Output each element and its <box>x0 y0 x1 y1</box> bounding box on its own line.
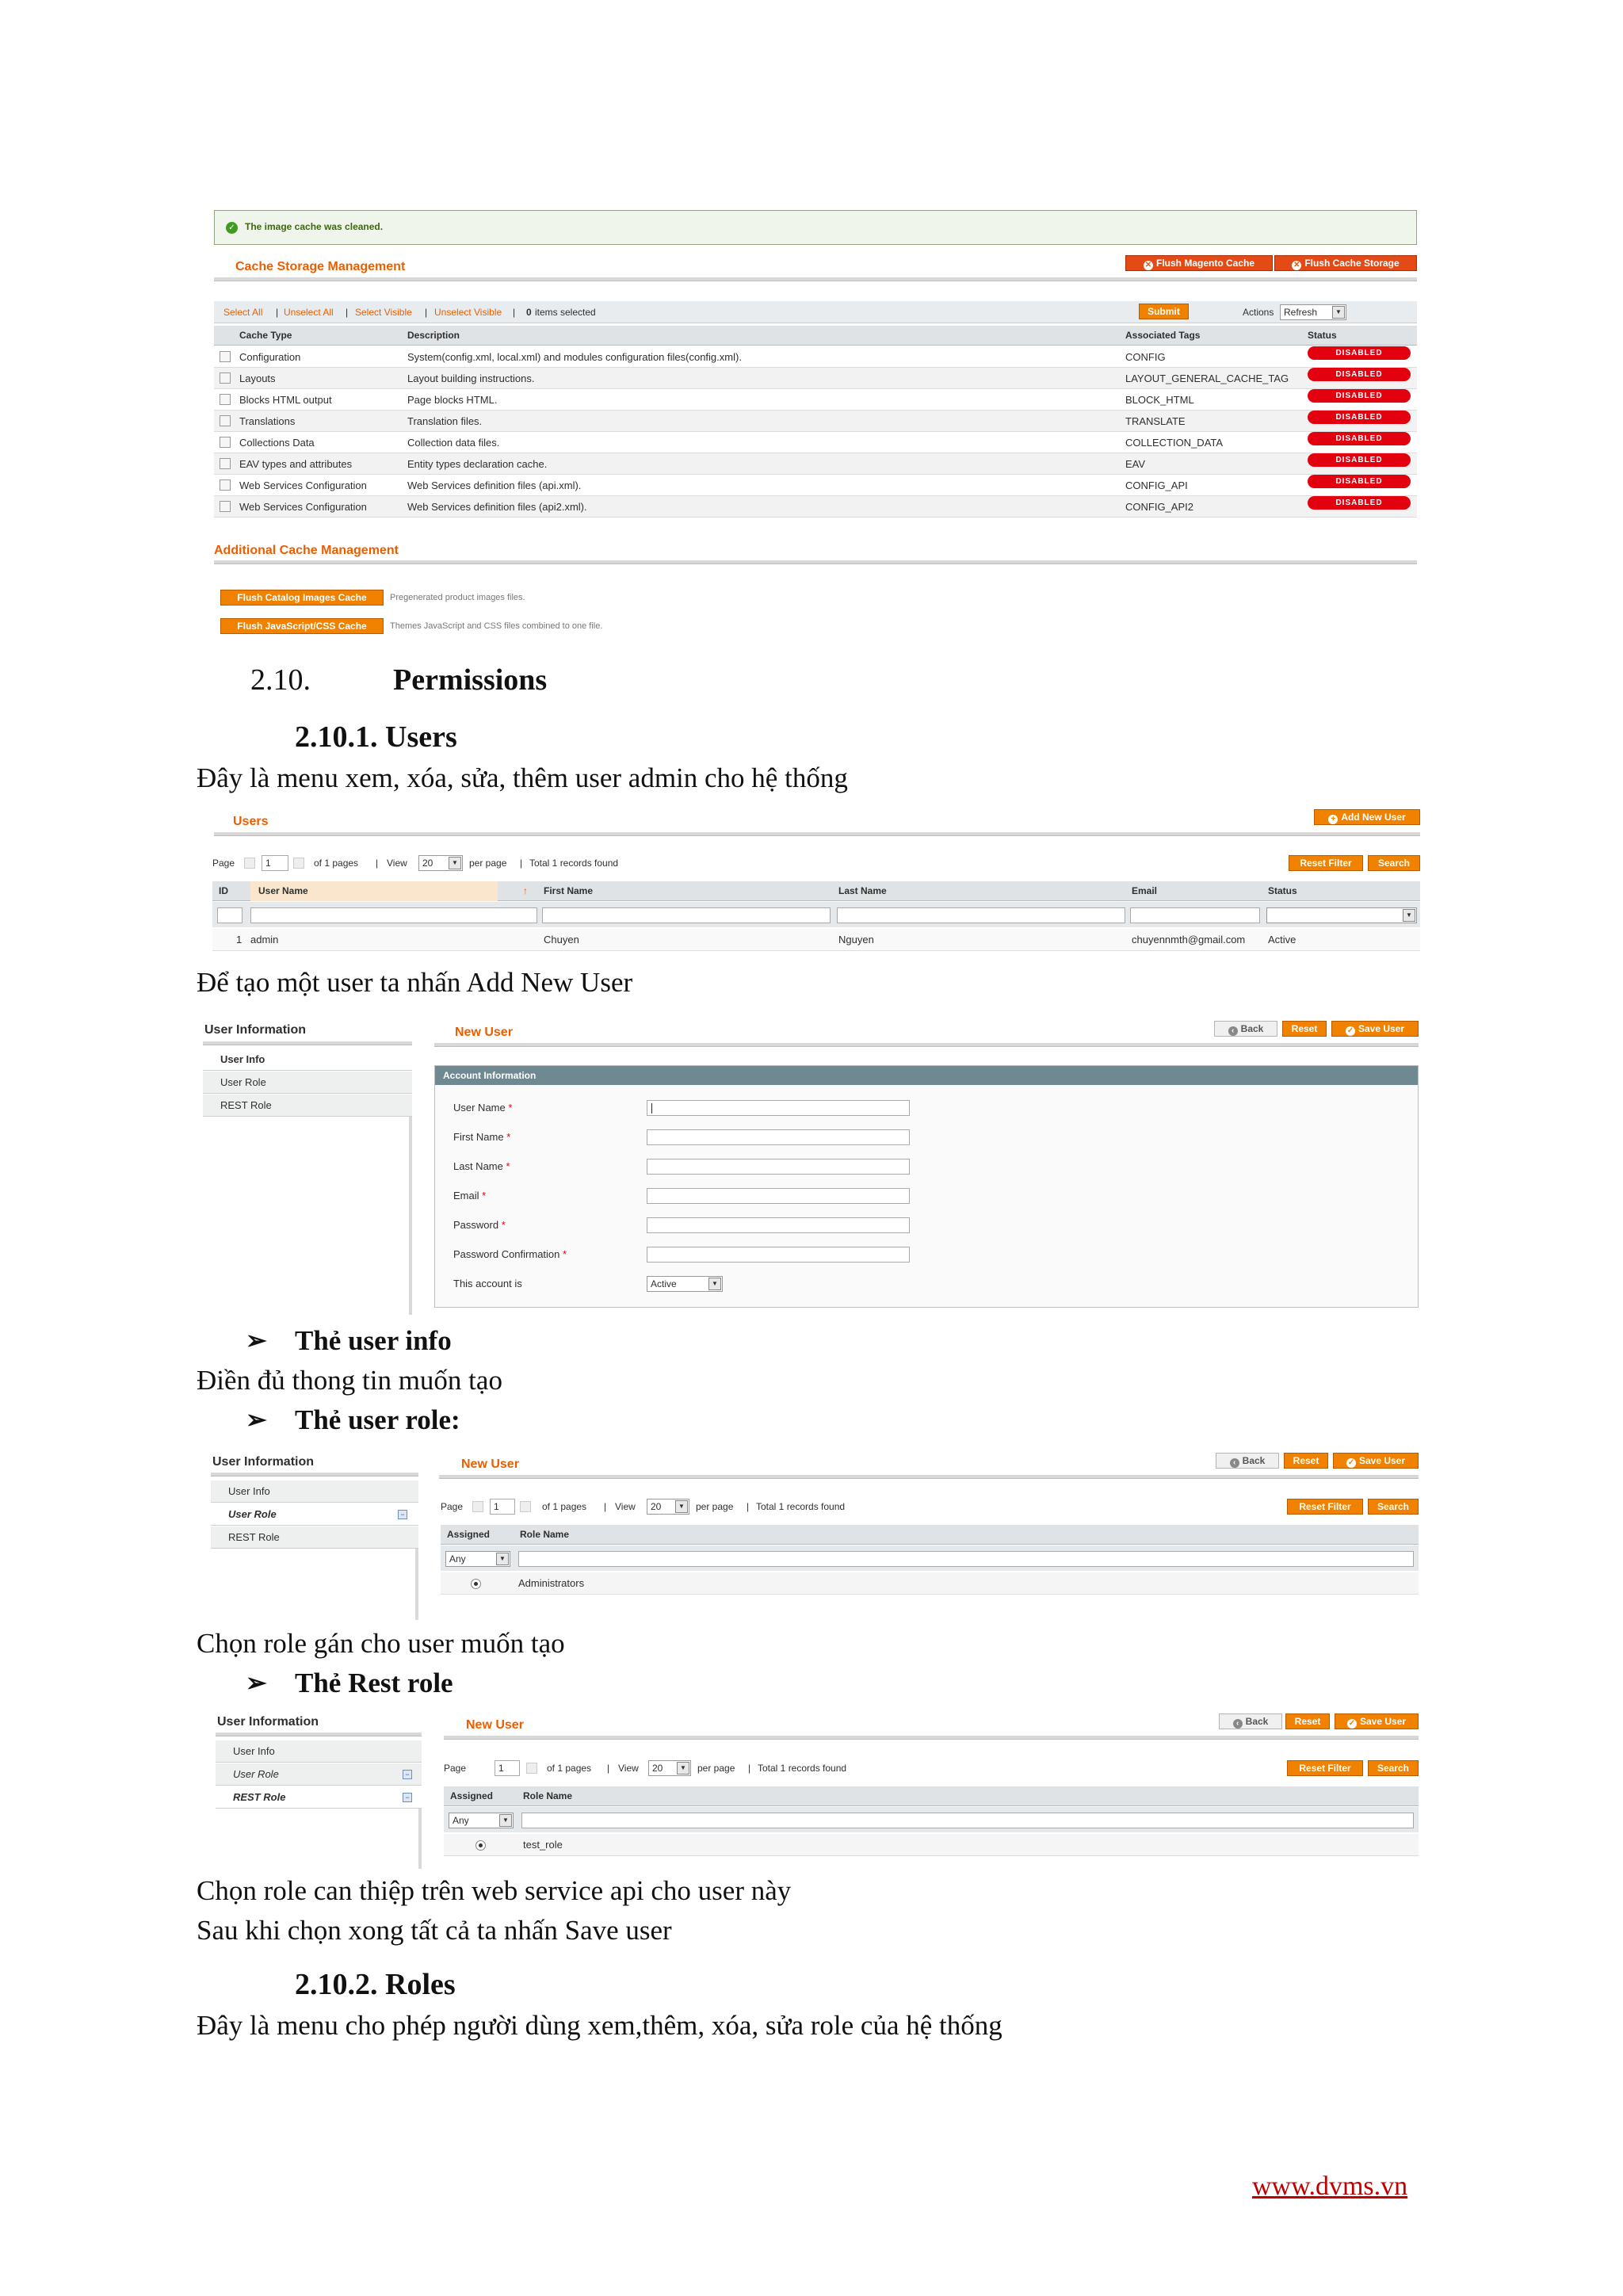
per-page-select[interactable]: 20 ▼ <box>647 1499 689 1515</box>
of-pages: of 1 pages <box>547 1763 592 1774</box>
cell-username: admin <box>250 934 279 946</box>
text-input[interactable] <box>647 1159 910 1175</box>
text-input[interactable] <box>647 1247 910 1263</box>
col-status[interactable]: Status <box>1268 885 1297 896</box>
users-row[interactable] <box>212 929 1420 951</box>
field-label-text: Password Confirmation <box>453 1248 560 1260</box>
reset-filter-button[interactable]: Reset Filter <box>1289 855 1363 871</box>
of-pages: of 1 pages <box>542 1501 587 1512</box>
text-input[interactable] <box>647 1129 910 1145</box>
filter-status[interactable] <box>1266 907 1417 923</box>
flush-js-css-button[interactable]: Flush JavaScript/CSS Cache <box>220 618 384 634</box>
separator: | <box>425 307 428 318</box>
flush-magento-cache-button[interactable]: ✕ Flush Magento Cache <box>1125 255 1273 271</box>
cell-associated-tags: CONFIG_API2 <box>1125 501 1193 513</box>
col-status[interactable]: Status <box>1308 330 1337 341</box>
fieldset-header: Account Information <box>435 1066 1418 1085</box>
cell-last-name: Nguyen <box>838 934 874 946</box>
page-input[interactable]: 1 <box>495 1760 520 1776</box>
field-label-text: Email <box>453 1190 479 1201</box>
submit-button[interactable]: Submit <box>1139 304 1189 319</box>
row-checkbox[interactable] <box>220 479 231 491</box>
tab-user-role[interactable]: User Role <box>216 1763 422 1786</box>
tab-user-role[interactable]: User Role <box>203 1072 412 1094</box>
close-icon: ✕ <box>1293 261 1300 269</box>
field-label <box>453 1219 506 1231</box>
collapse-icon[interactable]: − <box>398 1510 407 1519</box>
status-badge: DISABLED <box>1308 432 1411 445</box>
heading-roles: 2.10.2. Roles <box>295 1968 456 2001</box>
col-first-name[interactable]: First Name <box>544 885 594 896</box>
reset-button[interactable]: Reset <box>1282 1021 1327 1037</box>
sort-up-icon: ↑ <box>523 885 528 896</box>
back-button[interactable]: ‹ Back <box>1214 1021 1277 1037</box>
status-badge: DISABLED <box>1308 346 1411 360</box>
required-mark: * <box>508 1102 513 1114</box>
reset-filter-button[interactable]: Reset Filter <box>1287 1499 1363 1515</box>
select-visible-link[interactable]: Select Visible <box>355 307 412 318</box>
new-user-title: New User <box>455 1026 513 1039</box>
of-pages: of 1 pages <box>314 858 359 869</box>
arrow-bullet-icon: ➢ <box>246 1668 267 1697</box>
per-page-select[interactable]: 20 ▼ <box>648 1760 691 1776</box>
cache-row[interactable] <box>214 496 1417 518</box>
footer-link[interactable]: www.dvms.vn <box>1252 2172 1408 2201</box>
rest-role-grid-header <box>444 1786 1419 1806</box>
text-caret <box>651 1103 652 1114</box>
save-user-button[interactable]: ✓ Save User <box>1333 1453 1419 1469</box>
chevron-down-icon: ▼ <box>496 1553 509 1565</box>
next-page-icon[interactable] <box>293 858 304 869</box>
cache-row[interactable] <box>214 411 1417 432</box>
new-user-divider <box>444 1736 1419 1740</box>
back-icon: ‹ <box>1228 1026 1238 1036</box>
pager <box>441 1498 1154 1515</box>
additional-divider <box>214 560 1417 564</box>
cell-description: Web Services definition files (api2.xml). <box>407 501 587 513</box>
field-label <box>453 1248 567 1260</box>
status-badge: DISABLED <box>1308 475 1411 488</box>
col-cache-type[interactable]: Cache Type <box>239 330 292 341</box>
cell-associated-tags: TRANSLATE <box>1125 415 1186 427</box>
users-title: Users <box>233 815 269 828</box>
paragraph-fill-info: Điền đủ thong tin muốn tạo <box>197 1365 502 1396</box>
chevron-down-icon: ▼ <box>708 1278 721 1290</box>
required-mark: * <box>501 1219 506 1231</box>
add-new-user-button[interactable]: + Add New User <box>1314 809 1420 825</box>
next-page-icon[interactable] <box>526 1763 537 1774</box>
filter-last-name[interactable] <box>837 907 1125 923</box>
separator: | <box>520 858 523 869</box>
cell-associated-tags: BLOCK_HTML <box>1125 394 1194 406</box>
paragraph-rest-role: Chọn role can thiệp trên web service api cho user này <box>197 1875 792 1906</box>
tab-user-info[interactable]: User Info <box>211 1480 418 1503</box>
radio-selected-icon[interactable] <box>475 1840 486 1851</box>
cache-row[interactable] <box>214 389 1417 411</box>
row-checkbox[interactable] <box>220 458 231 469</box>
cell-associated-tags: CONFIG <box>1125 351 1166 363</box>
status-badge: DISABLED <box>1308 453 1411 467</box>
filter-id[interactable] <box>217 907 242 923</box>
page-input[interactable]: 1 <box>262 855 288 871</box>
account-status-select[interactable]: Active ▼ <box>647 1276 723 1292</box>
separator: | <box>513 307 516 318</box>
chevron-down-icon: ▼ <box>449 857 461 869</box>
field-label-text: User Name <box>453 1102 506 1114</box>
separator: | <box>376 858 379 869</box>
heading-users: 2.10.1. Users <box>295 720 457 754</box>
filter-role-name[interactable] <box>521 1813 1414 1828</box>
radio-dot <box>474 1582 478 1586</box>
users-divider <box>214 832 1420 836</box>
tab-rest-role[interactable]: REST Role <box>211 1526 418 1549</box>
cache-row[interactable] <box>214 453 1417 475</box>
chevron-down-icon: ▼ <box>499 1814 512 1827</box>
reset-filter-button[interactable]: Reset Filter <box>1287 1760 1363 1776</box>
row-checkbox[interactable] <box>220 351 231 362</box>
status-badge: DISABLED <box>1308 368 1411 381</box>
rest-role-row[interactable] <box>444 1834 1419 1856</box>
save-user-button[interactable]: ✓ Save User <box>1331 1021 1419 1037</box>
text-input[interactable] <box>647 1100 910 1116</box>
radio-selected-icon[interactable] <box>471 1579 481 1589</box>
user-information-title: User Information <box>212 1455 315 1469</box>
collapse-icon[interactable]: − <box>403 1770 412 1779</box>
paragraph-roles: Đây là menu cho phép người dùng xem,thêm, xóa, sửa role của hệ thống <box>197 2010 1002 2041</box>
required-mark: * <box>506 1131 511 1143</box>
prev-page-icon[interactable] <box>244 858 255 869</box>
pager <box>212 854 926 872</box>
side-panel-edge <box>409 1117 412 1315</box>
filter-email[interactable] <box>1130 907 1260 923</box>
side-divider <box>216 1733 422 1736</box>
cell-description: Entity types declaration cache. <box>407 458 548 470</box>
cell-cache-type: Web Services Configuration <box>239 479 367 491</box>
per-page-label: per page <box>696 1501 734 1512</box>
prev-page-icon[interactable] <box>472 1501 483 1512</box>
per-page-select[interactable]: 20 ▼ <box>418 855 463 871</box>
close-icon: ✕ <box>1144 261 1152 269</box>
back-button[interactable]: ‹ Back <box>1219 1713 1282 1729</box>
per-page-label: per page <box>469 858 507 869</box>
cache-title: Cache Storage Management <box>235 260 406 273</box>
cell-description: System(config.xml, local.xml) and modules configuration files(config.xml). <box>407 351 742 363</box>
back-icon: ‹ <box>1230 1458 1239 1468</box>
row-checkbox[interactable] <box>220 501 231 512</box>
flush-cache-storage-button[interactable]: ✕ Flush Cache Storage <box>1274 255 1417 271</box>
field-label-text: Password <box>453 1219 499 1231</box>
cell-description: Page blocks HTML. <box>407 394 498 406</box>
col-email[interactable]: Email <box>1132 885 1158 896</box>
cell-cache-type: EAV types and attributes <box>239 458 353 470</box>
status-badge: DISABLED <box>1308 411 1411 424</box>
new-user-divider <box>439 1475 1419 1479</box>
text-input[interactable] <box>647 1217 910 1233</box>
col-role-name[interactable]: Role Name <box>520 1529 570 1540</box>
cell-associated-tags: COLLECTION_DATA <box>1125 437 1224 449</box>
side-divider <box>203 1041 412 1045</box>
tab-user-info[interactable]: User Info <box>216 1740 422 1763</box>
search-button[interactable]: Search <box>1368 855 1420 871</box>
tab-user-info[interactable]: User Info <box>203 1049 412 1071</box>
account-info-fieldset <box>434 1065 1419 1308</box>
next-page-icon[interactable] <box>520 1501 531 1512</box>
cell-id: 1 <box>236 934 242 946</box>
title-divider <box>214 277 1417 281</box>
row-checkbox[interactable] <box>220 415 231 426</box>
status-badge: DISABLED <box>1308 389 1411 403</box>
total-records: Total 1 records found <box>758 1763 847 1774</box>
tab-rest-role[interactable]: REST Role <box>203 1095 412 1117</box>
cache-row[interactable] <box>214 475 1417 496</box>
field-label <box>453 1131 510 1143</box>
search-button[interactable]: Search <box>1368 1760 1419 1776</box>
unselect-visible-link[interactable]: Unselect Visible <box>434 307 502 318</box>
actions-label: Actions <box>1243 307 1274 318</box>
paragraph-add-user: Để tạo một user ta nhấn Add New User <box>197 967 633 998</box>
reset-button[interactable]: Reset <box>1285 1713 1330 1729</box>
separator: | <box>607 1763 610 1774</box>
cell-cache-type: Collections Data <box>239 437 315 449</box>
massaction-bar <box>214 301 1417 323</box>
paragraph-save: Sau khi chọn xong tất cả ta nhấn Save user <box>197 1915 672 1946</box>
separator: | <box>604 1501 607 1512</box>
cache-row[interactable] <box>214 432 1417 453</box>
chevron-down-icon: ▼ <box>677 1762 689 1775</box>
filter-user-name[interactable] <box>250 907 537 923</box>
cell-cache-type: Web Services Configuration <box>239 501 367 513</box>
page-label: Page <box>441 1501 464 1512</box>
separator: | <box>276 307 279 318</box>
tab-rest-role[interactable]: REST Role <box>216 1786 422 1809</box>
filter-assigned[interactable]: Any ▼ <box>445 1551 510 1567</box>
page-label: Page <box>444 1763 467 1774</box>
check-icon: ✓ <box>1348 1719 1356 1728</box>
cell-description: Collection data files. <box>407 437 500 449</box>
new-user-title: New User <box>466 1718 524 1732</box>
separator: | <box>346 307 349 318</box>
user-information-title: User Information <box>217 1715 319 1729</box>
cell-associated-tags: CONFIG_API <box>1125 479 1188 491</box>
tab-user-role[interactable]: User Role <box>211 1503 418 1526</box>
new-user-divider <box>434 1043 1419 1047</box>
plus-icon: + <box>1328 815 1338 824</box>
unselect-all-link[interactable]: Unselect All <box>284 307 334 318</box>
cache-grid-header <box>214 326 1417 346</box>
cell-description: Translation files. <box>407 415 483 427</box>
separator: | <box>747 1501 750 1512</box>
cell-description: Layout building instructions. <box>407 372 535 384</box>
chevron-down-icon: ▼ <box>1332 306 1345 319</box>
bullet-rest-role: Thẻ Rest role <box>295 1668 453 1698</box>
cell-cache-type: Translations <box>239 415 296 427</box>
view-label: View <box>618 1763 639 1774</box>
arrow-bullet-icon: ➢ <box>246 1405 267 1434</box>
required-mark: * <box>563 1248 567 1260</box>
bullet-user-info: Thẻ user info <box>295 1325 452 1356</box>
reset-button[interactable]: Reset <box>1284 1453 1328 1469</box>
field-label <box>453 1102 512 1114</box>
new-user-title: New User <box>461 1457 519 1471</box>
user-information-title: User Information <box>204 1023 307 1037</box>
col-user-name-label: User Name <box>258 885 308 896</box>
col-assigned[interactable]: Assigned <box>450 1790 494 1801</box>
cell-cache-type: Configuration <box>239 351 301 363</box>
cell-first-name: Chuyen <box>544 934 579 946</box>
role-name-cell: Administrators <box>518 1577 585 1589</box>
back-button[interactable]: ‹ Back <box>1216 1453 1279 1469</box>
additional-cache-title: Additional Cache Management <box>214 544 399 557</box>
check-icon: ✓ <box>1347 1458 1355 1467</box>
pager <box>444 1759 1157 1777</box>
side-divider <box>211 1473 418 1477</box>
search-button[interactable]: Search <box>1368 1499 1419 1515</box>
check-icon: ✓ <box>1346 1026 1354 1035</box>
total-records: Total 1 records found <box>756 1501 846 1512</box>
success-text: The image cache was cleaned. <box>245 221 384 232</box>
paragraph-users: Đây là menu xem, xóa, sửa, thêm user admin cho hệ thống <box>197 762 848 793</box>
col-description[interactable]: Description <box>407 330 460 341</box>
side-panel-edge <box>415 1549 418 1620</box>
save-user-button[interactable]: ✓ Save User <box>1335 1713 1419 1729</box>
cell-cache-type: Blocks HTML output <box>239 394 332 406</box>
required-mark: * <box>482 1190 487 1201</box>
view-label: View <box>387 858 407 869</box>
back-icon: ‹ <box>1233 1719 1243 1729</box>
role-grid-header <box>441 1525 1419 1545</box>
cell-description: Web Services definition files (api.xml). <box>407 479 582 491</box>
flush-catalog-images-button[interactable]: Flush Catalog Images Cache <box>220 590 384 606</box>
section-title-permissions: Permissions <box>393 663 548 697</box>
required-mark: * <box>506 1160 510 1172</box>
bullet-user-role: Thẻ user role: <box>295 1404 460 1435</box>
filter-first-name[interactable] <box>542 907 831 923</box>
paragraph-choose-role: Chọn role gán cho user muốn tạo <box>197 1628 565 1659</box>
status-badge: DISABLED <box>1308 496 1411 510</box>
select-all-link[interactable]: Select All <box>223 307 263 318</box>
page-input[interactable]: 1 <box>490 1499 515 1515</box>
role-row[interactable] <box>441 1572 1419 1595</box>
row-checkbox[interactable] <box>220 372 231 384</box>
text-input[interactable] <box>647 1188 910 1204</box>
col-id[interactable]: ID <box>219 885 228 896</box>
account-status-label: This account is <box>453 1278 522 1289</box>
selected-count: 0 <box>526 307 532 318</box>
field-label <box>453 1160 510 1172</box>
radio-dot <box>479 1843 483 1847</box>
cell-associated-tags: EAV <box>1125 458 1146 470</box>
flush-js-css-note: Themes JavaScript and CSS files combined to one file. <box>390 621 603 631</box>
col-associated-tags[interactable]: Associated Tags <box>1125 330 1201 341</box>
selected-text: items selected <box>535 307 596 318</box>
row-checkbox[interactable] <box>220 437 231 448</box>
side-panel-edge <box>418 1809 422 1869</box>
page-label: Page <box>212 858 235 869</box>
section-number-2-10: 2.10. <box>250 663 311 697</box>
chevron-down-icon: ▼ <box>1403 909 1415 922</box>
total-records: Total 1 records found <box>529 858 619 869</box>
field-label-text: Last Name <box>453 1160 503 1172</box>
cell-associated-tags: LAYOUT_GENERAL_CACHE_TAG <box>1125 372 1289 384</box>
cache-row[interactable] <box>214 368 1417 389</box>
col-assigned[interactable]: Assigned <box>447 1529 491 1540</box>
row-checkbox[interactable] <box>220 394 231 405</box>
success-message <box>214 210 1417 245</box>
cell-cache-type: Layouts <box>239 372 276 384</box>
flush-catalog-images-note: Pregenerated product images files. <box>390 593 525 602</box>
cache-row[interactable] <box>214 346 1417 368</box>
cell-email: chuyennmth@gmail.com <box>1132 934 1246 946</box>
success-icon: ✓ <box>226 222 238 234</box>
filter-assigned[interactable]: Any ▼ <box>449 1813 514 1828</box>
filter-role-name[interactable] <box>518 1551 1414 1567</box>
role-name-cell: test_role <box>523 1839 563 1851</box>
separator: | <box>748 1763 751 1774</box>
col-last-name[interactable]: Last Name <box>838 885 887 896</box>
arrow-bullet-icon: ➢ <box>246 1326 267 1354</box>
users-grid-header <box>212 881 1420 901</box>
field-label <box>453 1190 486 1201</box>
chevron-down-icon: ▼ <box>675 1500 688 1513</box>
per-page-label: per page <box>697 1763 735 1774</box>
field-label-text: First Name <box>453 1131 504 1143</box>
cell-status: Active <box>1268 934 1296 946</box>
collapse-icon[interactable]: − <box>403 1793 412 1802</box>
col-role-name[interactable]: Role Name <box>523 1790 573 1801</box>
view-label: View <box>615 1501 636 1512</box>
actions-select[interactable]: Refresh ▼ <box>1280 304 1346 320</box>
